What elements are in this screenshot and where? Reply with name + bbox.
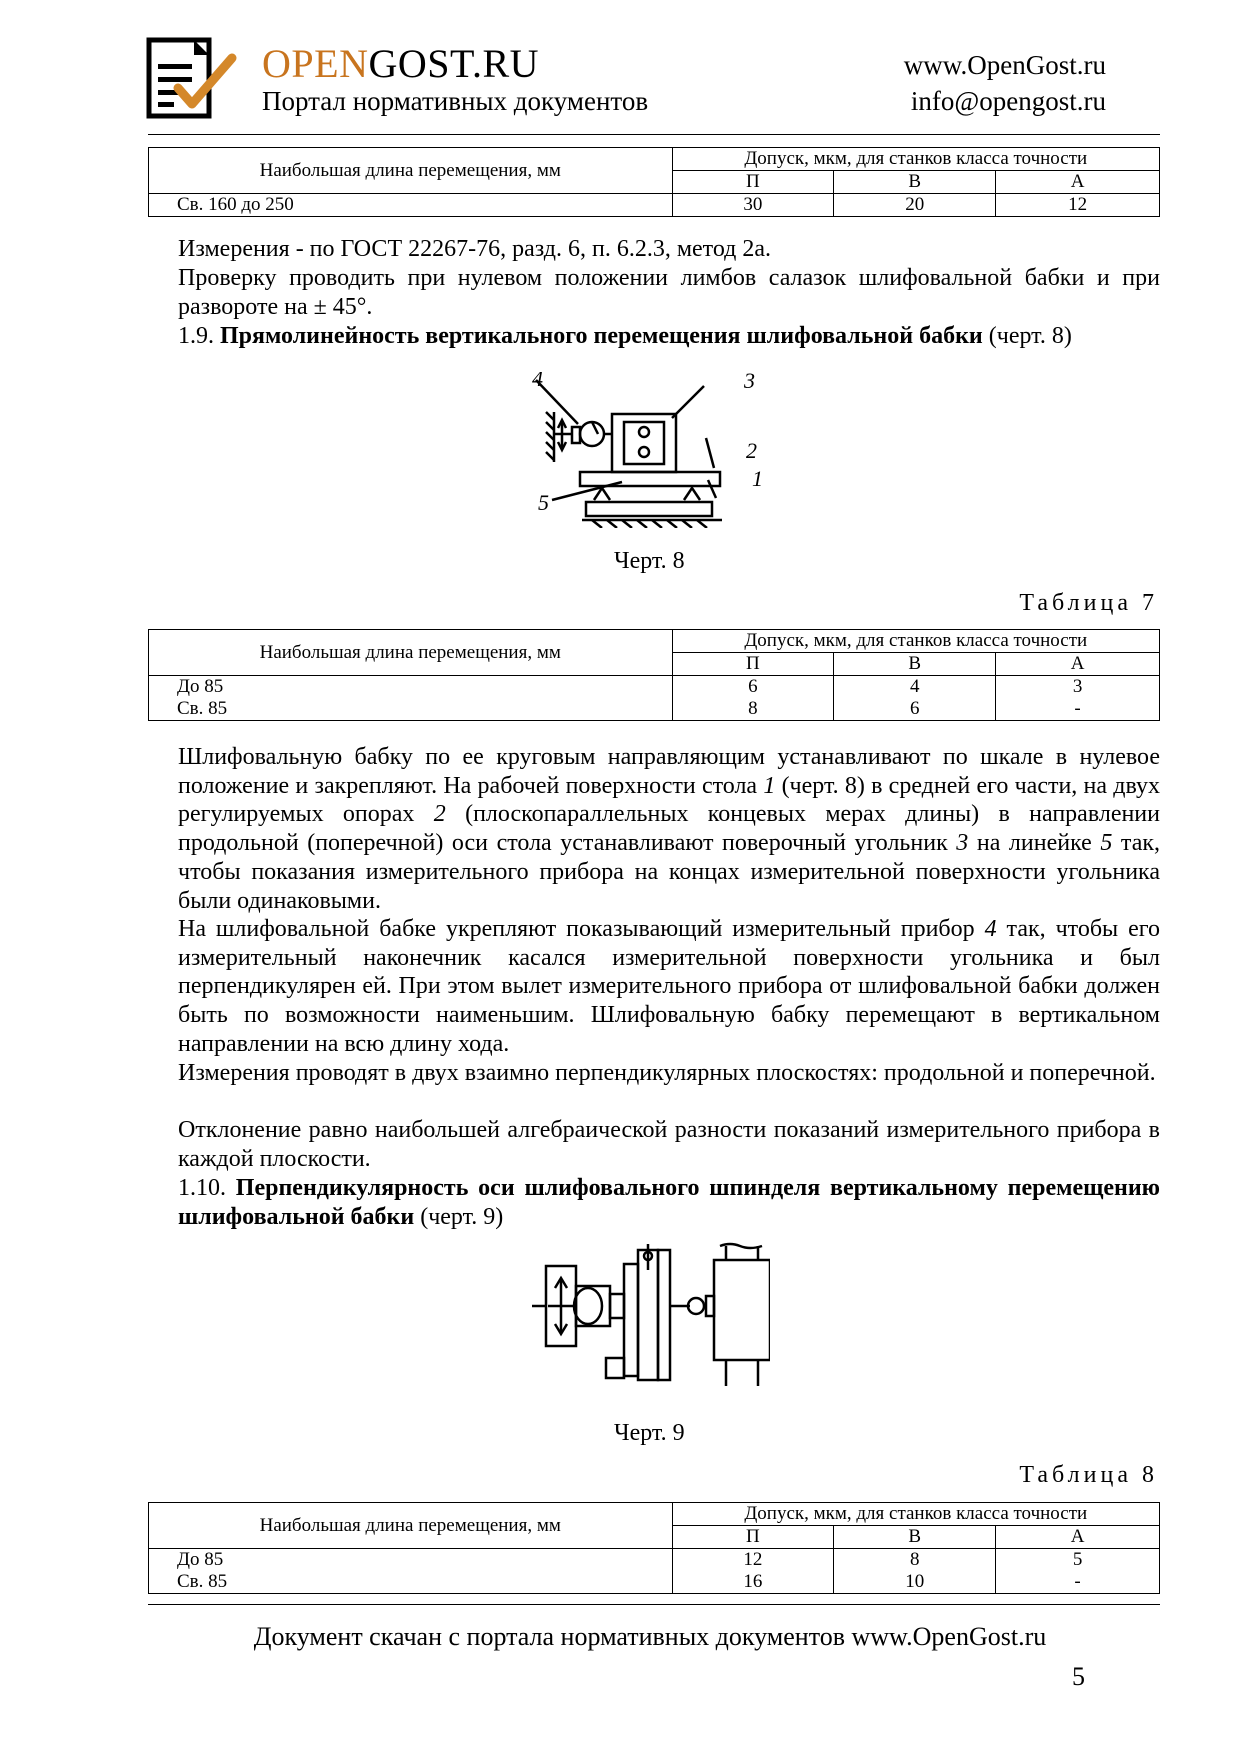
table-8	[148, 1502, 1160, 1594]
fig8-label-1: 1	[752, 466, 763, 491]
col-header-tolerance: Допуск, мкм, для станков класса точности	[672, 630, 1160, 653]
paragraph-planes: Измерения проводят в двух взаимно перпендикулярных плоскостях: продольной и поперечной.	[178, 1060, 1156, 1086]
table-7-name: Таблица 7	[1019, 590, 1158, 616]
site-logo-name[interactable]	[262, 40, 539, 87]
class-a-header: А	[996, 1526, 1160, 1549]
section-1-10-heading: 1.10. Перпендикулярность оси шлифовального шпинделя вертикальному перемещению шлифовальной бабки (черт. 9)	[178, 1175, 1161, 1230]
figure-9-drawing	[530, 1240, 770, 1390]
logo-accent: OPEN	[262, 41, 369, 86]
class-v-header: В	[834, 1526, 996, 1549]
table-row: До 85 12 8 5	[149, 1549, 1160, 1572]
fig8-label-5: 5	[538, 490, 549, 515]
class-p-header: П	[672, 653, 834, 676]
col-header-length: Наибольшая длина перемещения, мм	[149, 630, 673, 676]
table-row: Св. 160 до 250 30 20 12	[149, 194, 1160, 217]
class-v-header: В	[834, 171, 996, 194]
fig8-label-2: 2	[746, 438, 757, 463]
paragraph-instrument: На шлифовальной бабке укрепляют показывающий измерительный прибор 4 так, чтобы его измерительный наконечник касался измерительной поверхности угольника и был перпендикулярен ей. При этом вылет измерительного прибора от шлифовальной бабки должен быть по возможности наименьшим. Шлифовальную бабку перемещают в вертикальном направлении на всю длину хода.	[178, 916, 1160, 1057]
header-rule	[148, 134, 1160, 135]
figure-8-caption: Черт. 8	[614, 548, 685, 574]
paragraph-deviation: Отклонение равно наибольшей алгебраической разности показаний измерительного прибора в каждой плоскости.	[178, 1117, 1160, 1172]
figure-8-drawing	[532, 372, 772, 528]
footer-rule	[148, 1604, 1160, 1605]
col-header-length: Наибольшая длина перемещения, мм	[149, 1503, 673, 1549]
figure-9-caption: Черт. 9	[614, 1420, 685, 1446]
table-7	[148, 629, 1160, 721]
class-a-header: А	[996, 171, 1160, 194]
table-row: До 85 6 4 3	[149, 676, 1160, 699]
website-link[interactable]: www.OpenGost.ru	[903, 50, 1106, 80]
table-previous	[148, 147, 1160, 217]
fig8-label-3: 3	[744, 372, 755, 393]
table-row: Св. 85 8 6 -	[149, 698, 1160, 721]
paragraph-setup: Шлифовальную бабку по ее круговым направляющим устанавливают по шкале в нулевое положение и закрепляют. На рабочей поверхности стола 1 (черт. 8) в средней его части, на двух регулируемых опорах 2 (плоскопараллельных концевых мерах длины) в направлении продольной (поперечной) оси стола устанавливают поверочный угольник 3 на линейке 5 так, чтобы показания измерительного прибора на концах измерительной поверхности угольника были одинаковыми.	[178, 744, 1161, 914]
site-logo-icon	[146, 36, 238, 122]
class-p-header: П	[672, 1526, 834, 1549]
page-number: 5	[1072, 1662, 1085, 1691]
col-header-tolerance: Допуск, мкм, для станков класса точности	[672, 1503, 1160, 1526]
email-link[interactable]: info@opengost.ru	[910, 86, 1106, 116]
fig8-label-4: 4	[532, 372, 543, 391]
logo-rest: GOST.RU	[368, 41, 540, 86]
class-p-header: П	[672, 171, 834, 194]
paragraph-measure: Измерения - по ГОСТ 22267-76, разд. 6, п. 6.2.3, метод 2а.	[178, 236, 772, 262]
logo-subtitle: Портал нормативных документов	[262, 86, 649, 116]
col-header-tolerance: Допуск, мкм, для станков класса точности	[672, 148, 1160, 171]
class-v-header: В	[834, 653, 996, 676]
footer-text: Документ скачан с портала нормативных документов www.OpenGost.ru	[253, 1622, 1047, 1651]
class-a-header: А	[996, 653, 1160, 676]
table-row: Св. 85 16 10 -	[149, 1571, 1160, 1594]
col-header-length: Наибольшая длина перемещения, мм	[149, 148, 673, 194]
paragraph-check: Проверку проводить при нулевом положении лимбов салазок шлифовальной бабки и при развороте на ± 45°.	[178, 265, 1160, 320]
table-8-name: Таблица 8	[1019, 1462, 1158, 1488]
section-1-9-heading: 1.9. Прямолинейность вертикального перемещения шлифовальной бабки (черт. 8)	[178, 323, 1072, 349]
